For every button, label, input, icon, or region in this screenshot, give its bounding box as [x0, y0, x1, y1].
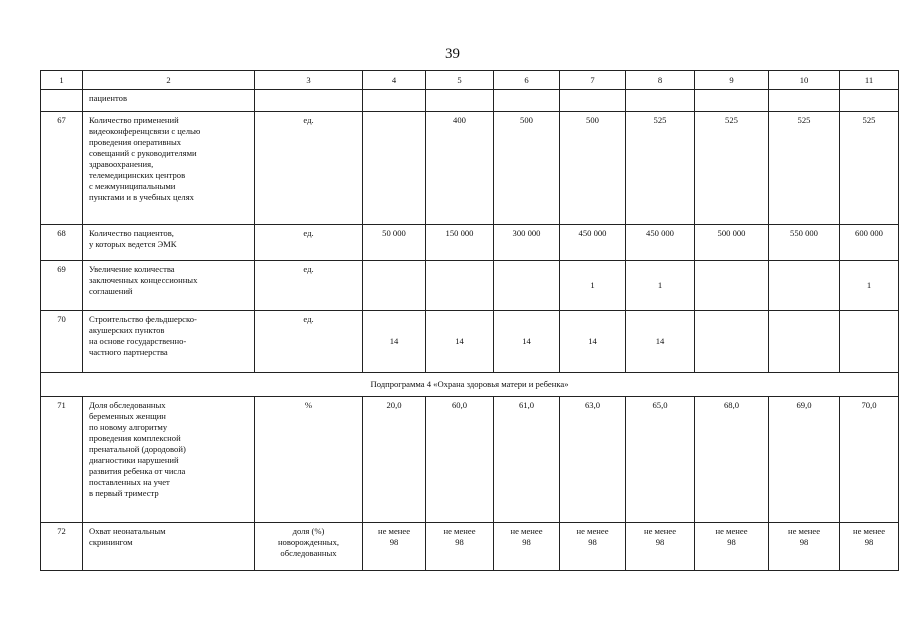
- header-cell: 8: [626, 71, 695, 90]
- header-cell: 7: [560, 71, 626, 90]
- indicator-name: Увеличение количества заключенных концессионных соглашений: [83, 261, 255, 311]
- value-cell: [769, 311, 840, 373]
- header-cell: 9: [695, 71, 769, 90]
- value-cell: не менее 98: [695, 523, 769, 571]
- value-cell: [363, 261, 426, 311]
- unit-cell: %: [255, 397, 363, 523]
- unit-cell: ед.: [255, 311, 363, 373]
- value-cell: [695, 311, 769, 373]
- value-cell: 50 000: [363, 225, 426, 261]
- row-number: 69: [41, 261, 83, 311]
- header-cell: 4: [363, 71, 426, 90]
- value-cell: 69,0: [769, 397, 840, 523]
- header-cell: 2: [83, 71, 255, 90]
- value-cell: [695, 261, 769, 311]
- value-cell: 65,0: [626, 397, 695, 523]
- value-cell: не менее 98: [494, 523, 560, 571]
- value-cell: 525: [695, 112, 769, 225]
- header-cell: 1: [41, 71, 83, 90]
- value-cell: 60,0: [426, 397, 494, 523]
- indicators-table: [40, 70, 899, 571]
- unit-cell: доля (%) новорожденных, обследованных: [255, 523, 363, 571]
- value-cell: не менее 98: [626, 523, 695, 571]
- value-cell: 500: [560, 112, 626, 225]
- indicator-name: пациентов: [83, 90, 255, 112]
- unit-cell: ед.: [255, 225, 363, 261]
- value-cell: 550 000: [769, 225, 840, 261]
- row-number: 68: [41, 225, 83, 261]
- value-cell: 500 000: [695, 225, 769, 261]
- header-row: [41, 71, 899, 90]
- unit-cell: ед.: [255, 261, 363, 311]
- header-cell: 5: [426, 71, 494, 90]
- table-row: [41, 261, 899, 311]
- value-cell: 1: [560, 261, 626, 311]
- value-cell: 20,0: [363, 397, 426, 523]
- subprogram-row: [41, 373, 899, 397]
- table-row: [41, 112, 899, 225]
- indicator-name: Количество пациентов, у которых ведется ЭМК: [83, 225, 255, 261]
- indicator-name: Количество применений видеоконференцсвязи с целью проведения оперативных совещаний с руководителями здравоохранения, телемедицинских центров с межмуниципальными пунктами и в учебных целях: [83, 112, 255, 225]
- value-cell: 500: [494, 112, 560, 225]
- table-row: [41, 90, 899, 112]
- table-row: [41, 311, 899, 373]
- header-cell: 10: [769, 71, 840, 90]
- value-cell: 525: [626, 112, 695, 225]
- value-cell: [840, 311, 899, 373]
- table-row: [41, 523, 899, 571]
- table-row: [41, 225, 899, 261]
- value-cell: 14: [560, 311, 626, 373]
- value-cell: 300 000: [494, 225, 560, 261]
- value-cell: [494, 261, 560, 311]
- value-cell: 150 000: [426, 225, 494, 261]
- value-cell: 14: [363, 311, 426, 373]
- row-number: 70: [41, 311, 83, 373]
- value-cell: 525: [840, 112, 899, 225]
- value-cell: [363, 112, 426, 225]
- value-cell: не менее 98: [560, 523, 626, 571]
- value-cell: не менее 98: [840, 523, 899, 571]
- row-number: 71: [41, 397, 83, 523]
- page-number: 39: [445, 46, 460, 62]
- value-cell: 14: [626, 311, 695, 373]
- table-row: [41, 397, 899, 523]
- value-cell: 14: [426, 311, 494, 373]
- value-cell: 400: [426, 112, 494, 225]
- header-cell: 3: [255, 71, 363, 90]
- subprogram-title: Подпрограмма 4 «Охрана здоровья матери и ребенка»: [41, 373, 899, 397]
- value-cell: 68,0: [695, 397, 769, 523]
- value-cell: 1: [626, 261, 695, 311]
- indicator-name: Доля обследованных беременных женщин по новому алгоритму проведения комплексной пренатальной (дородовой) диагностики нарушений развития ребенка от числа поставленных на учет в первый триместр: [83, 397, 255, 523]
- value-cell: 70,0: [840, 397, 899, 523]
- value-cell: не менее 98: [769, 523, 840, 571]
- value-cell: 14: [494, 311, 560, 373]
- header-cell: 6: [494, 71, 560, 90]
- row-number: 67: [41, 112, 83, 225]
- value-cell: 1: [840, 261, 899, 311]
- indicator-name: Строительство фельдшерско- акушерских пунктов на основе государственно- частного партнерства: [83, 311, 255, 373]
- value-cell: 450 000: [626, 225, 695, 261]
- value-cell: 525: [769, 112, 840, 225]
- value-cell: 450 000: [560, 225, 626, 261]
- row-number: 72: [41, 523, 83, 571]
- value-cell: не менее 98: [426, 523, 494, 571]
- value-cell: 63,0: [560, 397, 626, 523]
- value-cell: [769, 261, 840, 311]
- value-cell: [426, 261, 494, 311]
- value-cell: не менее 98: [363, 523, 426, 571]
- value-cell: 600 000: [840, 225, 899, 261]
- header-cell: 11: [840, 71, 899, 90]
- unit-cell: ед.: [255, 112, 363, 225]
- indicator-name: Охват неонатальным скринингом: [83, 523, 255, 571]
- value-cell: 61,0: [494, 397, 560, 523]
